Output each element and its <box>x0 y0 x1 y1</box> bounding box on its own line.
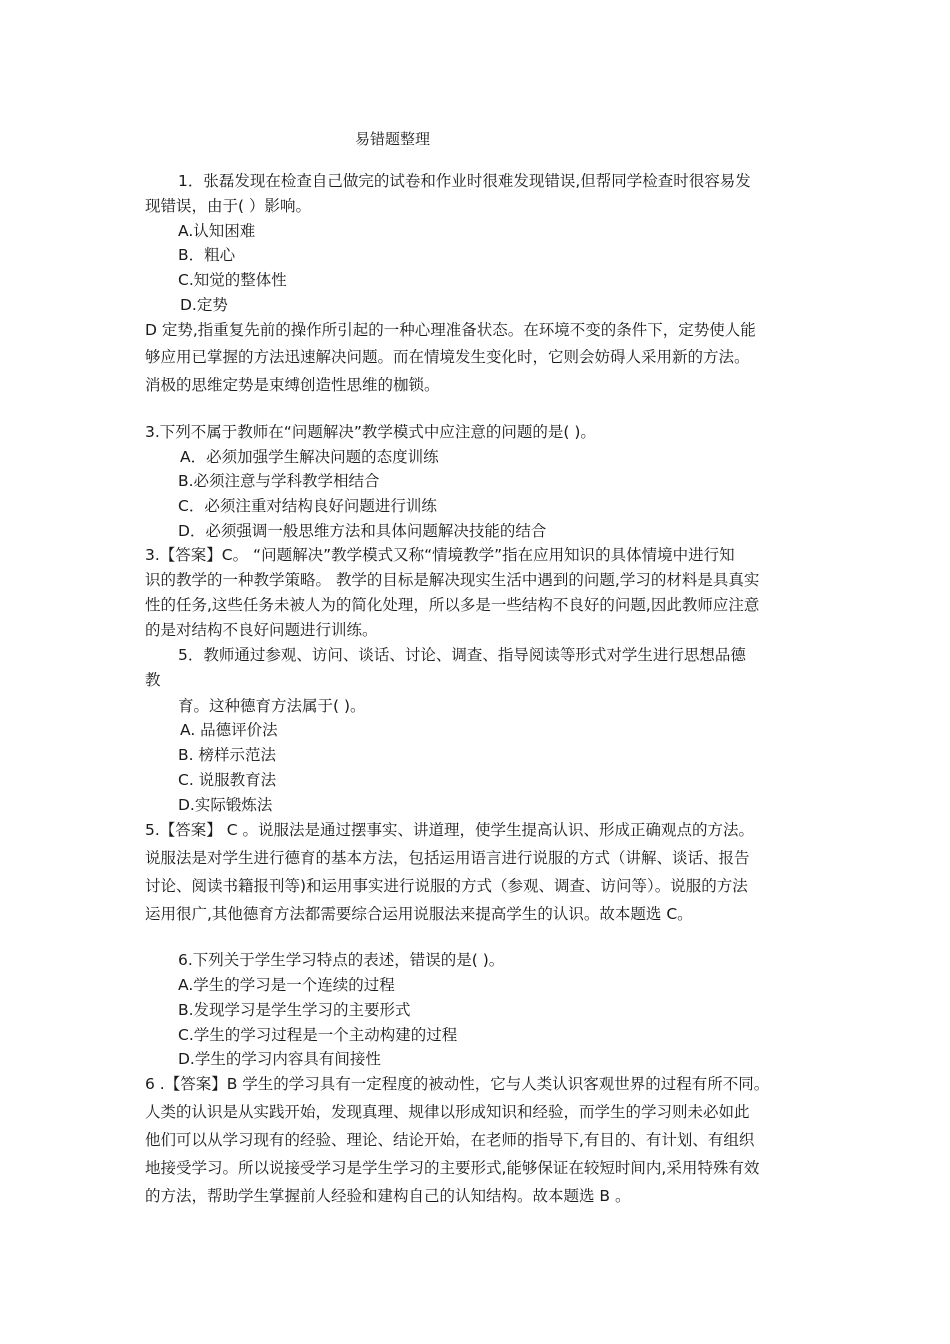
q1-answer-line-1: D 定势,指重复先前的操作所引起的一种心理准备状态。在环境不变的条件下，定势使人能 <box>145 321 756 339</box>
q5-option-c: C. 说服教育法 <box>178 771 277 789</box>
q6-stem: 6.下列关于学生学习特点的表述，错误的是( )。 <box>178 951 505 969</box>
q3-option-a: A．必须加强学生解决问题的态度训练 <box>180 448 439 466</box>
q5-option-d: D.实际锻炼法 <box>178 796 273 814</box>
q1-option-c: C.知觉的整体性 <box>178 271 287 289</box>
q6-option-c: C.学生的学习过程是一个主动构建的过程 <box>178 1026 458 1044</box>
q3-answer-line-4: 的是对结构不良好问题进行训练。 <box>145 621 378 639</box>
q3-answer-line-1: 3.【答案】C。 “问题解决”教学模式又称“情境教学”指在应用知识的具体情境中进行知 <box>145 546 735 564</box>
q6-answer-line-1: 6 .【答案】B 学生的学习具有一定程度的被动性，它与人类认识客观世界的过程有所不同。 <box>145 1075 770 1093</box>
q5-answer-line-3: 讨论、阅读书籍报刊等)和运用事实进行说服的方式（参观、调查、访问等）。说服的方法 <box>145 877 748 895</box>
q3-answer-line-3: 性的任务,这些任务未被人为的简化处理，所以多是一些结构不良好的问题,因此教师应注意 <box>145 596 760 614</box>
q3-option-c: C．必须注重对结构良好问题进行训练 <box>178 497 437 515</box>
q3-stem: 3.下列不属于教师在“问题解决”教学模式中应注意的问题的是( )。 <box>145 423 596 441</box>
q1-option-b: B．粗心 <box>178 246 236 264</box>
q1-option-d: D.定势 <box>180 296 228 314</box>
q6-option-d: D.学生的学习内容具有间接性 <box>178 1050 381 1068</box>
q6-option-b: B.发现学习是学生学习的主要形式 <box>178 1001 411 1019</box>
q1-answer-line-3: 消极的思维定势是束缚创造性思维的枷锁。 <box>145 376 440 394</box>
q5-option-a: A. 品德评价法 <box>180 721 278 739</box>
q5-stem-line-3: 育。这种德育方法属于( )。 <box>178 697 366 715</box>
q6-answer-line-3: 他们可以从学习现有的经验、理论、结论开始，在老师的指导下,有目的、有计划、有组织 <box>145 1131 755 1149</box>
q5-answer-line-1: 5.【答案】 C 。说服法是通过摆事实、讲道理，使学生提高认识、形成正确观点的方法。 <box>145 821 754 839</box>
q5-option-b: B. 榜样示范法 <box>178 746 276 764</box>
q3-answer-line-2: 识的教学的一种教学策略。 教学的目标是解决现实生活中遇到的问题,学习的材料是具真实 <box>145 571 760 589</box>
q5-stem-line-1: 5．教师通过参观、访问、谈话、讨论、调查、指导阅读等形式对学生进行思想品德 <box>178 646 746 664</box>
q5-stem-line-2: 教 <box>145 671 161 689</box>
q6-answer-line-4: 地接受学习。所以说接受学习是学生学习的主要形式,能够保证在较短时间内,采用特殊有效 <box>145 1159 760 1177</box>
q5-answer-line-2: 说服法是对学生进行德育的基本方法，包括运用语言进行说服的方式（讲解、谈话、报告 <box>145 849 750 867</box>
q1-stem-line-2: 现错误，由于( ）影响。 <box>145 197 311 215</box>
q1-answer-line-2: 够应用已掌握的方法迅速解决问题。而在情境发生变化时，它则会妨碍人采用新的方法。 <box>145 348 750 366</box>
q5-answer-line-4: 运用很广,其他德育方法都需要综合运用说服法来提高学生的认识。故本题选 C。 <box>145 905 693 923</box>
q1-stem-line-1: 1．张磊发现在检查自己做完的试卷和作业时很难发现错误,但帮同学检查时很容易发 <box>178 172 751 190</box>
q1-option-a: A.认知困难 <box>178 222 256 240</box>
q3-option-d: D．必须强调一般思维方法和具体问题解决技能的结合 <box>178 522 547 540</box>
page-title: 易错题整理 <box>355 130 431 148</box>
q6-option-a: A.学生的学习是一个连续的过程 <box>178 976 395 994</box>
q6-answer-line-5: 的方法，帮助学生掌握前人经验和建构自己的认知结构。故本题选 B 。 <box>145 1187 631 1205</box>
q3-option-b: B.必须注意与学科教学相结合 <box>178 472 380 490</box>
q6-answer-line-2: 人类的认识是从实践开始，发现真理、规律以形成知识和经验，而学生的学习则未必如此 <box>145 1103 750 1121</box>
